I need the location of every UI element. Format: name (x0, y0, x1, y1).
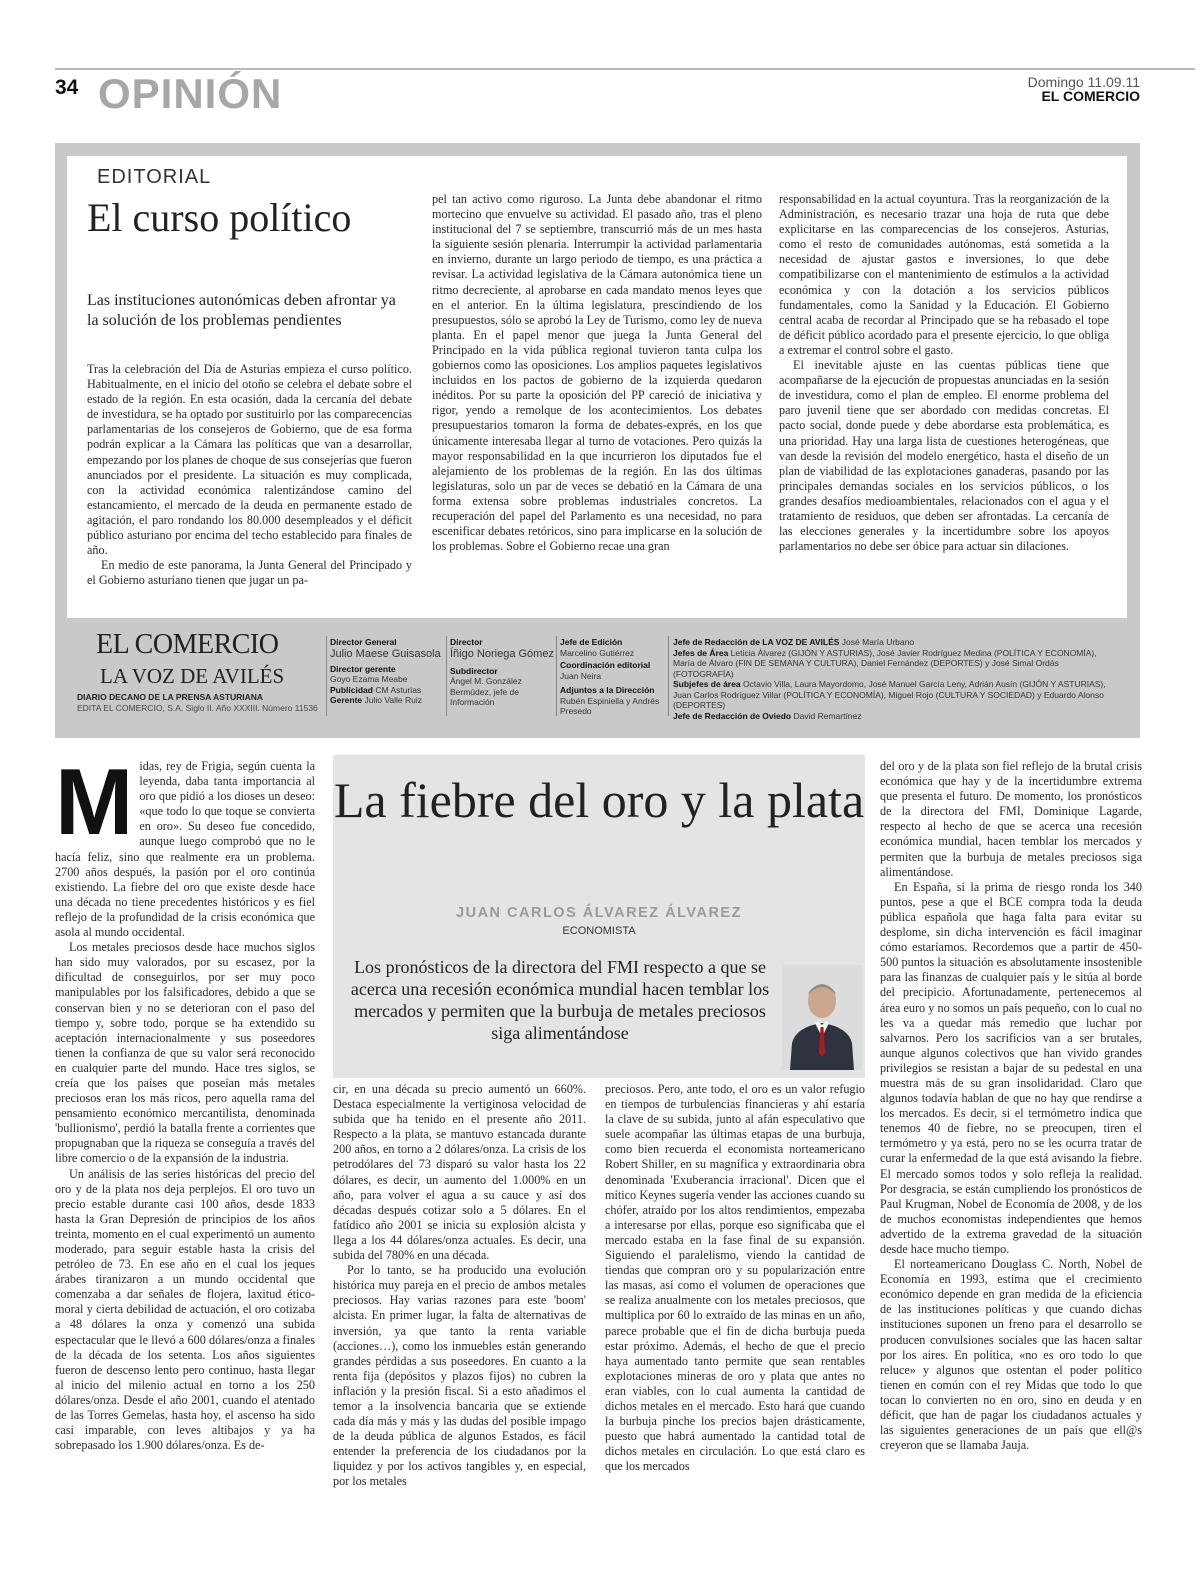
masthead-logo: EL COMERCIO (96, 629, 279, 660)
staff-block-4 (673, 637, 1118, 721)
staff-name: José María Urbano (841, 637, 915, 647)
staff-label: Director (450, 637, 483, 647)
editorial-column-2 (432, 192, 762, 554)
author-portrait-icon (782, 965, 862, 1070)
newspaper-name: EL COMERCIO (1041, 88, 1140, 104)
masthead-tagline: DIARIO DECANO DE LA PRENSA ASTURIANA (77, 692, 264, 702)
paragraph: Los metales preciosos desde hace muchos siglos han sido muy valorados, por su escasez, por la dificultad de conseguirlos, por ser muy poco manipulables por los falsificadores, debido a que se conservan bien y no se deterioran con el paso del tiempo y, sobre todo, porque se ha extendido su aceptación internacionalmente y sus poseedores tienen la confianza de que su valor será reconocido en cualquier parte del mundo. Hace tres siglos, se creía que los países que poseían más metales preciosos eran los más ricos, pero aquella rama del pensamiento económico mercantilista, denominada 'bullionismo', perdió la batalla frente a corrientes que propugnaban que la riqueza se conseguía a través del libre comercio o de la expansión de la industria. (55, 940, 315, 1166)
divider (556, 636, 557, 716)
editorial-column-3 (779, 192, 1109, 554)
article-author-role: ECONOMISTA (562, 925, 636, 937)
staff-block-1 (330, 637, 442, 706)
article-dropcap: M (55, 749, 134, 854)
article-subtitle: Los pronósticos de la directora del FMI respecto a que se acerca una recesión económica mundial hacen temblar los mercados y permiten que la burbuja de metales preciosos siga alimentándose (350, 957, 770, 1043)
masthead-edit-line: EDITA EL COMERCIO, S.A. Siglo II. Año XXXIII. Número 11536 (77, 703, 318, 713)
staff-name: Leticia Álvarez (GIJÓN Y ASTURIAS), José Javier Rodríguez Medina (POLÍTICA Y ECONOMÍA), María de Álvaro (FIN DE SEMANA Y CULTURA), Daniel Fernández (DEPORTES) y José Simal Ordás (FOTOGRAFÍA) (673, 647, 1097, 679)
divider (326, 636, 327, 716)
paragraph: idas, rey de Frigia, según cuenta la leyenda, daba tanta importancia al oro que pidió a los dioses un deseo: «que todo lo que toque se convierta en oro». Su deseo fue concedido, aunque luego comprobó que no le hacía feliz, sino que realmente era un problema. 2700 años después, la pasión por el oro continúa existiendo. La fiebre del oro que existe desde hace una década no tiene precedentes históricos y es fiel reflejo de la profundidad de la crisis económica que asola al mundo occidental. (55, 759, 315, 940)
staff-name: Goyo Ezama Meabe (330, 674, 408, 684)
staff-label: Publicidad (330, 684, 373, 695)
staff-label: Jefes de Área (673, 647, 729, 658)
paragraph: pel tan activo como riguroso. La Junta debe abandonar el ritmo mortecino que envuelve su actividad. El pasado año, tras el pleno institucional del 7 se septiembre, transcurrió más de un mes hasta la siguiente sesión plenaria. Interrumpir la actividad parlamentaria en invierno, durante un largo periodo de tiempo, es una práctica a revisar. La actividad legislativa de la Cámara autonómica tiene un ritmo decreciente, al aprobarse en cada mandato menos leyes que en el anterior. En la última legislatura, prescindiendo de los presupuestos, sólo se aprobó la Ley de Turismo, como ley de nueva planta. En el papel menor que juega la Junta General del Principado en la vida pública regional tuvieron tanta culpa los gobiernos como las oposiciones. Los amplios paquetes legislativos incluidos en los pactos de gobierno de la izquierda quedaron inéditos. Por su parte la oposición del PP careció de iniciativa y rigor, yendo a remolque de los acontecimientos. Los debates presupuestarios tomaron la forma de debates-exprés, en los que únicamente interesaba llegar al turno de votaciones. Pero quizás la mayor responsabilidad en la que incurrieron los diputados fue el alejamiento de los problemas de la región. En las dos últimas legislaturas, solo un par de veces se debatió en la Cámara de una forma extensa sobre problemas industriales concretos. La recuperación del papel del Parlamento es una necesidad, no para escenificar debates retóricos, sino para implicarse en la solución de los problemas. Sobre el Gobierno recae una gran (432, 192, 762, 554)
author-photo (782, 965, 862, 1070)
editorial-column-1 (87, 362, 412, 588)
staff-label: Subdirector (450, 665, 498, 676)
staff-name: Octavio Villa, Laura Mayordomo, José Manuel García Leny, Adrián Ausín (GIJÓN Y ASTURIAS), Juan Carlos Rodríguez Villar (POLÍTICA Y ECONOMÍA), Miguel Rojo (CULTURA Y SOCIEDAD) y Eduardo Alonso (DEPORTES) (673, 679, 1106, 710)
paragraph: cir, en una década su precio aumentó un 660%. Destaca especialmente la vertiginosa velocidad de subida que ha tenido en el presente año 2011. Respecto a la plata, se mantuvo estancada durante 200 años, en torno a 2 dólares/onza. La crisis de los petrodólares del 73 disparó su valor hasta los 22 dólares, es decir, un aumento del 1.000% en un año, para volver el agua a su cauce y así dos décadas después cotizar solo a 5 dólares. En el fatídico año 2001 se inicia su explosión alcista y llega a los 44 dólares/onza actuales. Es decir, una subida del 780% en una década. (333, 1082, 586, 1263)
staff-label: Director gerente (330, 663, 396, 674)
divider (668, 636, 669, 716)
editorial-label: EDITORIAL (97, 166, 212, 188)
staff-label: Jefe de Redacción de LA VOZ DE AVILÉS (673, 637, 840, 647)
paragraph: Un análisis de las series históricas del precio del oro y de la plata nos deja perplejos. El oro tuvo un precio estable durante casi 100 años, desde 1833 hasta la Gran Depresión de principios de los años treinta, momento en el cual experimentó un aumento moderado, para seguir estable hasta la crisis del petróleo de 73. En ese año en el cual los jeques árabes tiranizaron a un mundo occidental que comenzaba a dar señales de flojera, laxitud ético-moral y cierta debilidad de actuación, el oro cotizaba a 48 dólares la onza y comenzó una subida espectacular que le llevó a 600 dólares/onza a finales de la década de los setenta. Los años siguientes fueron de descenso lento pero continuo, hasta llegar al inicio del milenio actual en torno a los 250 dólares/onza. Desde el año 2001, cuando el atentado de las Torres Gemelas, hasta hoy, el ascenso ha sido casi imparable, con leves altibajos y ya ha sobrepasado los 1.900 dólares/onza. Es de- (55, 1166, 315, 1453)
paragraph: preciosos. Pero, ante todo, el oro es un valor refugio en tiempos de turbulencias financieras y ahí estaría la clave de su subida, junto al afán especulativo que suele acompañar las últimas etapas de una burbuja, como bien recuerda el economista norteamericano Robert Shiller, en su magnífica y extraordinaria obra denominada 'Exuberancia irracional'. Dicen que el mítico Keynes sugería vender las acciones cuando su chófer, atraído por los altos rendimientos, empezaba a interesarse por ellas, porque eso significaba que el mercado estaba en la fase final de su expansión. Siguiendo el paralelismo, viendo la cantidad de tiendas que compran oro y su popularización entre las masas, así como el volumen de operaciones que se realiza anualmente con los metales preciosos, que multiplica por 60 lo extraído de las minas en un año, parece probable que el fin de dicha burbuja pueda estar próximo. Además, el hecho de que el precio haya aumentado tanto permite que sean rentables explotaciones mineras de oro y plata que antes no eran viables, con lo cual aumenta la cantidad de dichos metales en el mercado. Esto hará que cuando la burbuja pinche los precios bajen drásticamente, puesto que habrá aumentado la cantidad total de dichos metales en circulación. Lo que está claro es que los mercados (605, 1082, 865, 1474)
staff-name: Julio Valle Ruiz (364, 695, 422, 705)
article-column-2 (333, 1082, 586, 1490)
article-title: La fiebre del oro y la plata (333, 772, 865, 828)
staff-name: Íñigo Noriega Gómez (450, 647, 554, 660)
staff-label: Adjuntos a la Dirección (560, 685, 655, 695)
paragraph: En medio de este panorama, la Junta General del Principado y el Gobierno asturiano tienen que jugar un pa- (87, 558, 412, 588)
page-number: 34 (55, 76, 79, 99)
staff-label: Director General (330, 637, 397, 647)
article-author: JUAN CARLOS ÁLVAREZ ÁLVAREZ (456, 905, 742, 921)
staff-block-2 (450, 637, 554, 708)
staff-label: Coordinación editorial (560, 660, 651, 670)
staff-name: Juan Neira (560, 670, 602, 681)
editorial-title: El curso político (87, 195, 352, 240)
paragraph: El norteamericano Douglass C. North, Nobel de Economía en 1993, estima que el crecimiento económico depende en gran medida de la eficiencia de las instituciones políticas y que cuando dichas instituciones suponen un freno para el desarrollo se producen convulsiones sociales que las hacen saltar por los aires. En política, «no es oro todo lo que reluce» y algunos que ostentan el poder político tienen en común con el rey Midas que todo lo que tocan lo convierten no en oro, sino en deuda y en déficit, que han de pagar los ciudadanos actuales y las siguientes generaciones de un país que ell@s creyeron que se llamaba Jauja. (880, 1257, 1142, 1453)
masthead-logo-aviles: LA VOZ DE AVILÉS (100, 664, 285, 688)
paragraph: Por lo tanto, se ha producido una evolución histórica muy pareja en el precio de ambos metales preciosos. Hay varias razones para este 'boom' alcista. En primer lugar, la falta de alternativas de inversión, ya que tanto la renta variable (acciones…), como los inmuebles están generando grandes pérdidas a sus poseedores. En cuanto a la renta fija (depósitos y plazos fijos) no cubren la inflación y la presión fiscal. Si a esto añadimos el temor a la insolvencia bancaria que se extiende cada día más y más y las dudas del posible impago de la deuda pública de algunos Estados, es fácil entender la preferencia de los ciudadanos por la liquidez y por los activos tangibles y, en especial, por los metales (333, 1263, 586, 1489)
editorial-subtitle: Las instituciones autonómicas deben afrontar ya la solución de los problemas pendientes (87, 292, 396, 329)
paragraph: En España, si la prima de riesgo ronda los 340 puntos, pese a que el BCE compra toda la deuda pública española que haga falta para evitar su desplome, sin dicha intervención es fácil imaginar cómo estaríamos. Recordemos que a partir de 450-500 puntos la situación es absolutamente insostenible para las finanzas de cualquier país y le sitúa al borde del precipicio. Afortunadamente, pertenecemos al área euro y no somos un país pequeño, con lo cual no les va a quedar más remedio que luchar por salvarnos. Pero los sacrificios van a ser brutales, aunque algunos colectivos que han vivido grandes privilegios se resistan a bajar de su pedestal en una muestra más de su gran insolidaridad. Claro que algunos todavía hablan de que no hay que rendirse a los mercados. Es decir, si el termómetro indica que tenemos 40 de fiebre, no se preocupen, tiren el termómetro y ya está, pero no se les ocurra tratar de curar la enfermedad de la que está avisando la fiebre. El mercado somos todos y solo refleja la realidad. Por desgracia, se están cumpliendo los pronósticos de Paul Krugman, Nobel de Economía de 2008, y de los de muchos economistas independientes que hemos advertido de la extrema gravedad de la situación desde hace mucho tiempo. (880, 879, 1142, 1256)
staff-name: Marcelino Gutiérrez (560, 647, 635, 658)
paragraph: del oro y de la plata son fiel reflejo de la brutal crisis económica que hay y de la incertidumbre extrema que presenta el futuro. De momento, los pronósticos de la directora del FMI, Dominique Lagarde, respecto al hecho de que se acerca una recesión económica mundial, hacen temblar los mercados y permiten que la burbuja de metales preciosos siga alimentándose. (880, 759, 1142, 879)
staff-name: David Remartínez (793, 710, 862, 721)
article-column-1 (55, 749, 315, 1453)
staff-label: Jefe de Edición (560, 637, 623, 647)
issue-date: Domingo 11.09.11 (1027, 74, 1140, 90)
staff-block-3 (560, 637, 665, 717)
staff-label: Subjefes de área (673, 679, 741, 689)
paragraph: El inevitable ajuste en las cuentas públicas tiene que acompañarse de la ejecución de propuestas anunciadas en la sesión de investidura, como el plan de empleo. El enorme problema del paro juvenil tiene que ser abordado con medidas concretas. El pacto social, donde puede y debe abordarse esta problemática, es una prioridad. Hay una larga lista de cuestiones heterogéneas, que van desde la revisión del modelo energético, hasta el diseño de un plan de viabilidad de las explotaciones ganaderas, pasando por las principales demandas sociales en los servicios públicos, o los grandes desafíos medioambientales, relacionados con el agua y el tratamiento de residuos, que deben ser afrontadas. La cercanía de las elecciones generales y la incertidumbre sobre los apoyos parlamentarios no debe ser óbice para actuar sin dilaciones. (779, 358, 1109, 554)
staff-name: Rubén Espiniella y Andrés Presedo (560, 695, 660, 716)
paragraph: Tras la celebración del Día de Asturias empieza el curso político. Habitualmente, en el inicio del otoño se celebra el debate sobre el estado de la región. En esta ocasión, dada la cercanía del debate de investidura, se ha optado por sustituirlo por las comparecencias parlamentarias de los consejeros de Gobierno, que de esa forma podrán explicar a la Cámara las políticas que van a desarrollar, empezando por los planes de choque de sus consejerías que fueron anunciados por el presidente. La situación es muy complicada, con la actividad económica ralentizándose camino del estancamiento, el mercado de la deuda en permanente estado de agitación, el paro rondando los 80.000 desempleados y el déficit público asturiano por encima del techo establecido para finales de año. (87, 362, 412, 558)
article-column-4 (880, 759, 1142, 1453)
staff-name: Ángel M. González Bermúdez, jefe de Información (450, 676, 522, 707)
staff-name: CM Asturias (375, 684, 422, 695)
staff-name: Julio Maese Guisasola (330, 647, 441, 660)
article-column-3 (605, 1082, 865, 1474)
staff-label: Gerente (330, 695, 363, 705)
staff-label: Jefe de Redacción de Oviedo (673, 710, 792, 721)
section-title: OPINIÓN (98, 70, 283, 117)
paragraph: responsabilidad en la actual coyuntura. Tras la reorganización de la Administración, es necesario trazar una hoja de ruta que debe explicitarse en las comparecencias de los consejeros. Asturias, como el resto de comunidades autónomas, está sometida a la necesidad de ajustar gastos e inversiones, lo que debe compatibilizarse con el mantenimiento de estímulos a la actividad económica y con la dotación a los servicios públicos fundamentales, como la Sanidad y la Educación. El Gobierno central acaba de recordar al Principado que se ha rebasado el tope de déficit público acordado para el presente ejercicio, lo que obliga a extremar el control sobre el gasto. (779, 192, 1109, 357)
divider (446, 636, 447, 716)
